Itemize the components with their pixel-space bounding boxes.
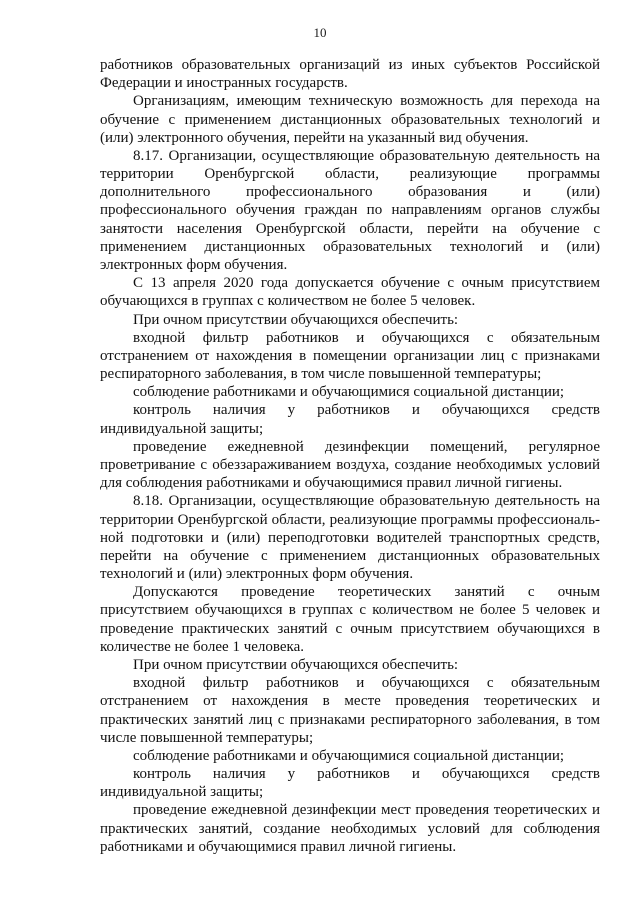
- text-line: проветривание с обеззараживанием воздуха, создание необходимых условий: [100, 457, 600, 473]
- text-line: контроль наличия у работников и обучающихся средств: [133, 402, 600, 419]
- text-line: обучение с применением дистанционных образовательных технологий и: [100, 111, 600, 128]
- text-line: присутствием обучающихся в группах с количеством не более 5 человек и: [100, 602, 600, 619]
- text-line: практических занятий лиц с признаками респираторного заболевания, в том: [100, 711, 600, 728]
- text-line: электронных форм обучения.: [100, 257, 288, 273]
- text-line: перейти на обучение с применением дистанционных образовательных: [100, 547, 600, 564]
- text-line: числе повышенной температуры;: [100, 729, 314, 746]
- text-line: контроль наличия у работников и обучающихся средств: [133, 766, 600, 782]
- text-line: Допускаются проведение теоретических занятий с очным: [133, 584, 600, 601]
- text-line: респираторного заболевания, в том числе повышенной температуры;: [100, 366, 542, 383]
- text-line: 8.18. Организации, осуществляющие образовательную деятельность на: [133, 493, 600, 510]
- text-line: При очном присутствии обучающихся обеспечить:: [133, 656, 459, 673]
- text-line: отстранением от нахождения в месте проведения теоретических и: [100, 693, 600, 710]
- text-line: проведение ежедневной дезинфекции мест проведения теоретических и: [133, 802, 600, 819]
- text-line: входной фильтр работников и обучающихся с обязательным: [133, 329, 600, 346]
- text-line: 8.17. Организации, осуществляющие образовательную деятельность на: [133, 147, 600, 164]
- text-line: индивидуальной защиты;: [100, 784, 264, 801]
- text-line: дополнительного профессионального образования и (или): [100, 184, 600, 201]
- text-line: проведение ежедневной дезинфекции помещений, регулярное: [133, 438, 600, 455]
- text-line: (или) электронного обучения, перейти на указанный вид обучения.: [100, 129, 529, 146]
- text-line: Федерации и иностранных государств.: [100, 75, 348, 92]
- text-line: территории Оренбургской области, реализующие программы профессиональ-: [100, 511, 600, 528]
- text-line: С 13 апреля 2020 года допускается обучение с очным присутствием: [133, 275, 600, 292]
- text-line: проведение практических занятий с очным присутствием обучающихся в: [100, 620, 600, 637]
- text-line: входной фильтр работников и обучающихся с обязательным: [133, 675, 600, 692]
- text-line: индивидуальной защиты;: [100, 420, 264, 437]
- text-line: обучающихся в группах с количеством не более 5 человек.: [100, 293, 476, 310]
- text-line: соблюдение работниками и обучающимися социальной дистанции;: [133, 384, 565, 401]
- text-line: профессионального обучения граждан по направлениям органов службы: [100, 202, 600, 219]
- text-line: практических занятий, создание необходимых условий для соблюдения: [100, 820, 600, 837]
- text-line: количестве не более 1 человека.: [100, 638, 305, 655]
- text-line: отстранением от нахождения в помещении организации лиц с признаками: [100, 347, 600, 364]
- text-line: ной подготовки и (или) переподготовки водителей транспортных средств,: [100, 529, 600, 546]
- text-line: применением дистанционных образовательных технологий и (или): [100, 238, 600, 255]
- text-line: работниками и обучающимися правил личной гигиены.: [100, 838, 457, 855]
- text-line: работников образовательных организаций из иных субъектов Российской: [100, 57, 600, 73]
- text-line: При очном присутствии обучающихся обеспечить:: [133, 311, 459, 328]
- text-line: Организациям, имеющим техническую возможность для перехода на: [133, 93, 600, 110]
- text-line: территории Оренбургской области, реализующие программы: [100, 166, 600, 183]
- text-line: технологий и (или) электронных форм обучения.: [100, 566, 414, 582]
- text-line: соблюдение работниками и обучающимися социальной дистанции;: [133, 747, 565, 764]
- page-number: 10: [313, 25, 327, 40]
- text-line: для соблюдения работниками и обучающимися правил личной гигиены.: [100, 475, 563, 492]
- text-line: занятости населения Оренбургской области, перейти на обучение с: [100, 220, 600, 237]
